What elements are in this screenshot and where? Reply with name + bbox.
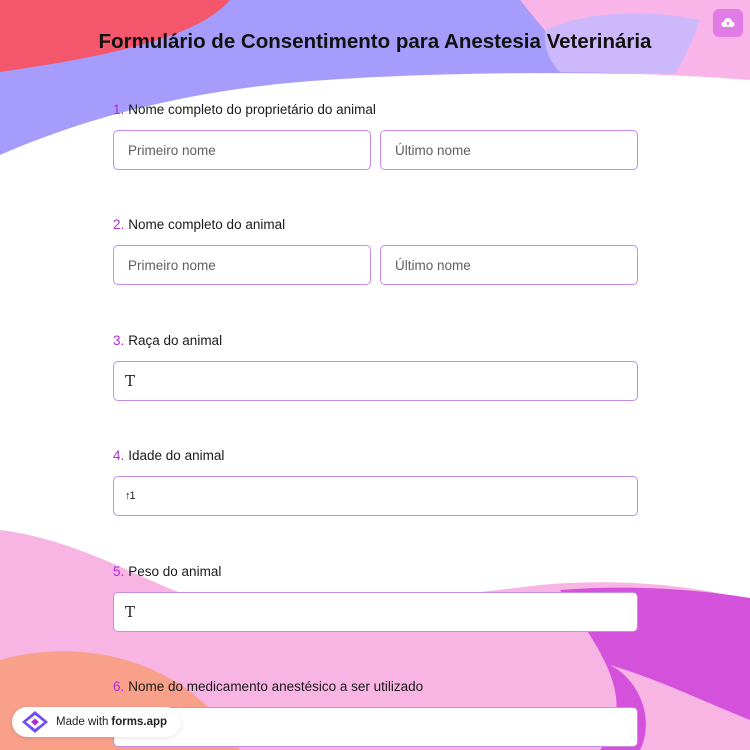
question-label [113, 216, 638, 234]
question-number: 4. [113, 448, 125, 463]
anesthetic-input[interactable] [113, 707, 638, 747]
badge-prefix: Made with [56, 716, 109, 728]
forms-app-logo-icon [20, 710, 50, 734]
animal-first-name-input[interactable]: Primeiro nome [113, 245, 371, 285]
cloud-upload-icon [721, 17, 735, 29]
badge-brand: forms.app [111, 716, 168, 728]
animal-last-name-input[interactable]: Último nome [380, 245, 638, 285]
question-number: 2. [113, 217, 125, 232]
question-number: 5. [113, 564, 125, 579]
question-label [113, 563, 638, 581]
form-title: Formulário de Consentimento para Anestesia Veterinária [98, 30, 652, 53]
question-age [113, 447, 638, 516]
breed-input[interactable] [113, 361, 638, 401]
question-text: Nome do medicamento anestésico a ser utilizado [128, 679, 424, 694]
question-text: Raça do animal [128, 333, 223, 348]
weight-input[interactable] [113, 592, 638, 632]
question-anesthetic [113, 678, 638, 747]
age-input[interactable] [113, 476, 638, 516]
number-type-icon: ↑1 [125, 490, 135, 502]
question-label [113, 447, 638, 465]
question-number: 6. [113, 679, 125, 694]
question-text: Nome completo do proprietário do animal [128, 102, 376, 117]
question-owner-name [113, 101, 638, 170]
question-label [113, 332, 638, 350]
owner-last-name-input[interactable]: Último nome [380, 130, 638, 170]
save-button[interactable] [713, 9, 743, 37]
question-label [113, 101, 638, 119]
question-weight [113, 563, 638, 632]
question-number: 1. [113, 102, 125, 117]
owner-first-name-input[interactable]: Primeiro nome [113, 130, 371, 170]
question-animal-name [113, 216, 638, 285]
question-label [113, 678, 638, 696]
text-type-icon: T [125, 372, 136, 390]
question-text: Peso do animal [128, 564, 222, 579]
question-text: Nome completo do animal [128, 217, 286, 232]
made-with-badge[interactable] [12, 707, 181, 737]
question-number: 3. [113, 333, 125, 348]
question-text: Idade do animal [128, 448, 225, 463]
question-breed [113, 332, 638, 401]
text-type-icon: T [125, 603, 136, 621]
